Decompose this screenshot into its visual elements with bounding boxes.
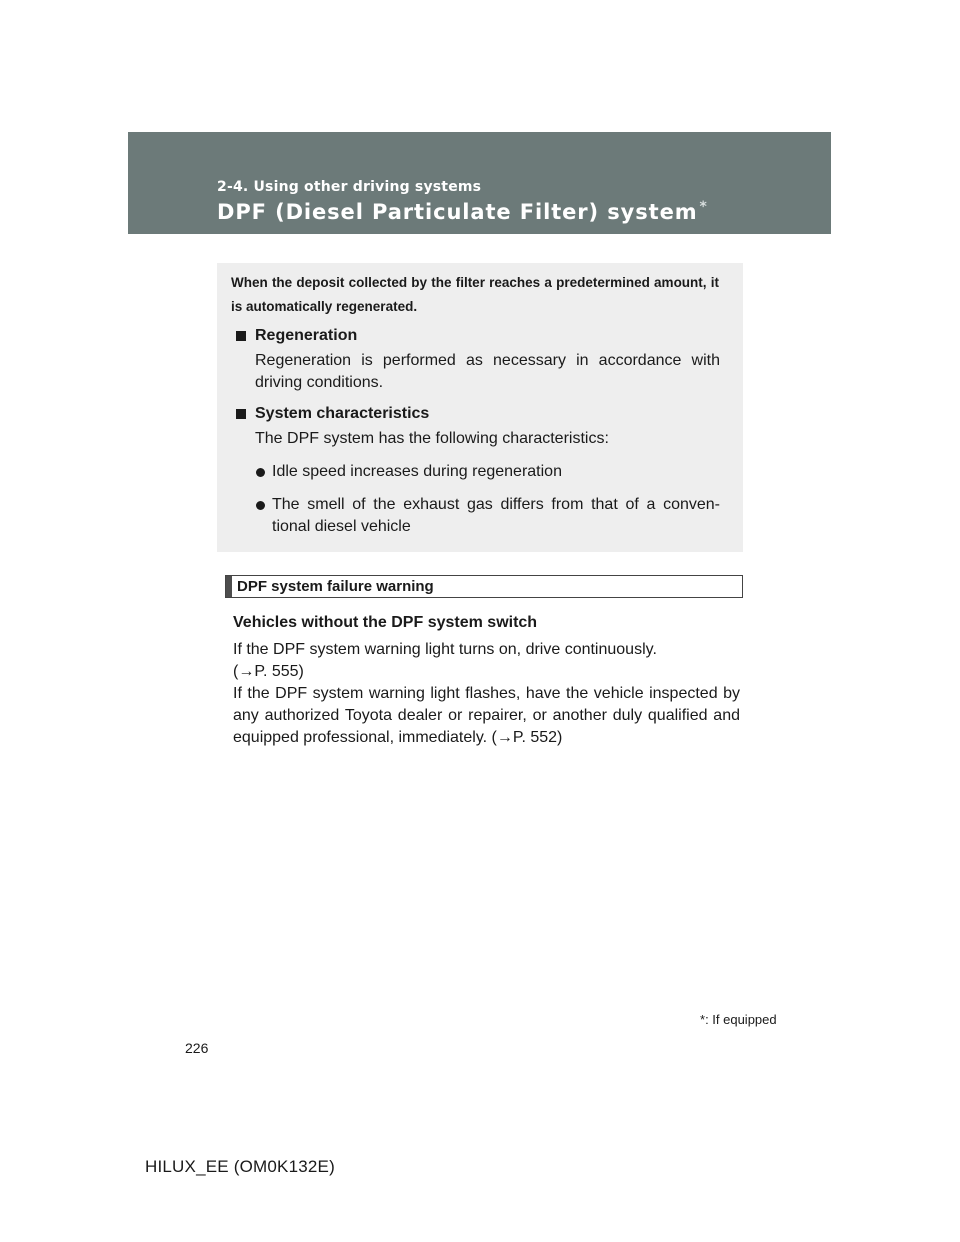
list-item <box>236 461 720 483</box>
regeneration-heading-text: Regeneration <box>255 327 358 344</box>
bullet-dot-icon <box>256 468 265 477</box>
list-item-text: The smell of the exhaust gas differs from that of a conven-tional diesel vehicle <box>272 496 720 535</box>
warning-subheading: Vehicles without the DPF system switch <box>233 614 538 631</box>
square-bullet-icon <box>236 409 246 419</box>
regeneration-body: Regeneration is performed as necessary in accordance with driving conditions. <box>255 352 720 391</box>
footnote-asterisk: * <box>700 1012 706 1027</box>
warning-line2: If the DPF system warning light flashes, have the vehicle inspected by any authorized Toyota dealer or repairer, or another duly qualified and equipped professional, immediately. (→P. 552) <box>233 685 740 746</box>
title-asterisk: * <box>699 199 708 215</box>
characteristics-block <box>236 403 720 538</box>
intro-box <box>217 263 743 552</box>
footnote <box>700 1012 777 1027</box>
page-number: 226 <box>185 1040 209 1056</box>
intro-text: When the deposit collected by the filter reaches a predetermined amount, it is automatically regenerated. <box>231 275 719 314</box>
warning-section-title: DPF system failure warning <box>237 578 434 595</box>
document-code: HILUX_EE (OM0K132E) <box>145 1157 335 1176</box>
warning-section-bar <box>225 575 743 598</box>
section-marker <box>226 576 232 597</box>
list-item <box>236 494 720 538</box>
page-title <box>217 199 708 224</box>
regeneration-block <box>236 325 720 394</box>
chapter-header <box>128 132 831 234</box>
regeneration-heading <box>236 325 720 347</box>
characteristics-heading <box>236 403 720 425</box>
warning-content <box>233 612 740 749</box>
section-label: 2-4. Using other driving systems <box>217 179 482 195</box>
page-reference-link[interactable]: (→P. 555) <box>233 663 304 680</box>
characteristics-heading-text: System characteristics <box>255 405 430 422</box>
characteristics-body: The DPF system has the following characteristics: <box>255 430 609 447</box>
footnote-text: : If equipped <box>705 1012 777 1027</box>
list-item-text: Idle speed increases during regeneration <box>272 463 562 480</box>
page-title-text: DPF (Diesel Particulate Filter) system <box>217 200 698 224</box>
warning-line1: If the DPF system warning light turns on, drive continuously. <box>233 641 657 658</box>
square-bullet-icon <box>236 331 246 341</box>
bullet-dot-icon <box>256 501 265 510</box>
